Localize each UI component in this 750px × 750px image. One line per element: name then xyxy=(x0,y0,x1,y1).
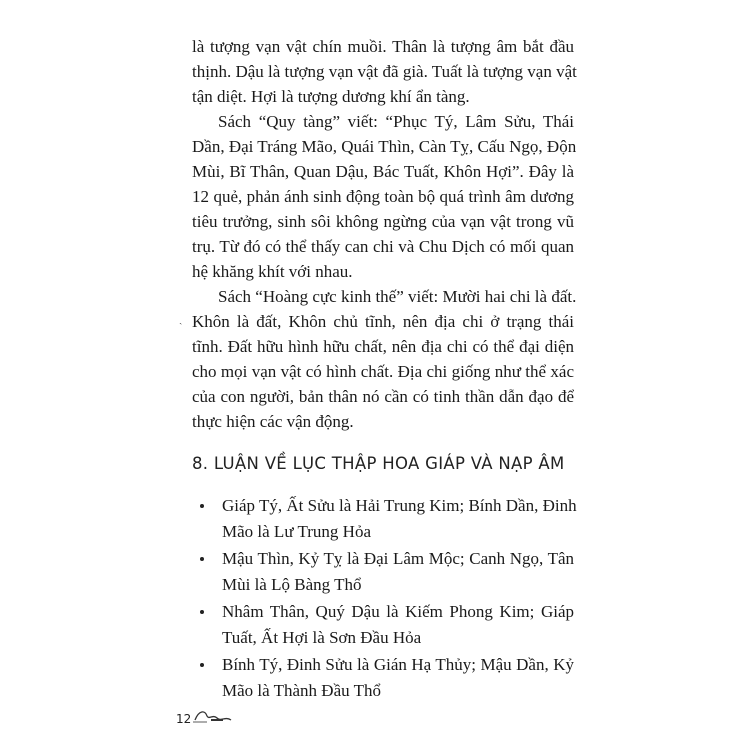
text-line: Sách “Hoàng cực kinh thế” viết: Mười hai chi là đất. xyxy=(218,287,577,306)
text-line: Mão là Thành Đầu Thổ xyxy=(222,680,381,700)
text-line: Mậu Thìn, Kỷ Tỵ là Đại Lâm Mộc; Canh Ngọ, Tân xyxy=(222,549,574,568)
list-item xyxy=(200,652,574,703)
text-line: 12 quẻ, phản ánh sinh động toàn bộ quá trình âm dương xyxy=(192,187,574,206)
text-line: Dần, Đại Tráng Mão, Quái Thìn, Càn Tỵ, Cấu Ngọ, Độn xyxy=(192,137,577,156)
section-heading: 8. LUẬN VỀ LỤC THẬP HOA GIÁP VÀ NẠP ÂM xyxy=(192,454,565,473)
text-line: hệ khăng khít với nhau. xyxy=(192,262,353,281)
text-line: là tượng vạn vật chín muồi. Thân là tượng âm bắt đầu xyxy=(192,37,574,56)
bullet-icon xyxy=(200,504,204,508)
stray-mark: ˏ xyxy=(179,314,183,325)
text-line: tiêu trưởng, sinh sôi không ngừng của vạn vật trong vũ xyxy=(192,212,574,231)
text-line: Nhâm Thân, Quý Dậu là Kiếm Phong Kim; Giáp xyxy=(222,602,574,621)
text-line: Sách “Quy tàng” viết: “Phục Tý, Lâm Sửu, Thái xyxy=(218,112,574,131)
text-line: cho mọi vạn vật có hình chất. Địa chi giống như thể xác xyxy=(192,362,574,381)
ornament-icon xyxy=(193,708,233,724)
text-line: Mùi là Lộ Bàng Thổ xyxy=(222,574,362,594)
text-line: Bính Tý, Đinh Sửu là Gián Hạ Thủy; Mậu Dần, Kỷ xyxy=(222,655,574,674)
paragraph xyxy=(192,284,577,434)
text-line: tận diệt. Hợi là tượng dương khí ẩn tàng. xyxy=(192,87,470,106)
list-item xyxy=(200,599,574,650)
text-line: tĩnh. Đất hữu hình hữu chất, nên địa chi có thể đại diện xyxy=(192,337,574,356)
text-line: trụ. Từ đó có thể thấy can chi và Chu Dịch có mối quan xyxy=(192,237,574,256)
text-line: Tuất, Ất Hợi là Sơn Đầu Hỏa xyxy=(222,627,422,647)
bullet-icon xyxy=(200,557,204,561)
body-text xyxy=(192,34,577,434)
list-item xyxy=(200,546,574,597)
text-line: Khôn là đất, Khôn chủ tĩnh, nên địa chi ở trạng thái xyxy=(192,312,574,331)
paragraph xyxy=(192,34,577,109)
text-line: của con người, bản thân nó cần có tinh thần dẫn đạo để xyxy=(192,387,574,406)
bullet-list xyxy=(200,493,577,705)
text-line: Mùi, Bĩ Thân, Quan Dậu, Bác Tuất, Khôn Hợi”. Đây là xyxy=(192,162,574,181)
text-line: thịnh. Dậu là tượng vạn vật đã già. Tuất là tượng vạn vật xyxy=(192,62,577,81)
list-item xyxy=(200,493,577,544)
page-number: 12 xyxy=(176,712,192,726)
paragraph xyxy=(192,109,577,284)
text-line: thực hiện các vận động. xyxy=(192,412,354,431)
text-line: Mão là Lư Trung Hỏa xyxy=(222,521,371,541)
text-line: Giáp Tý, Ất Sửu là Hải Trung Kim; Bính Dần, Đinh xyxy=(222,496,577,515)
bullet-icon xyxy=(200,610,204,614)
bullet-icon xyxy=(200,663,204,667)
